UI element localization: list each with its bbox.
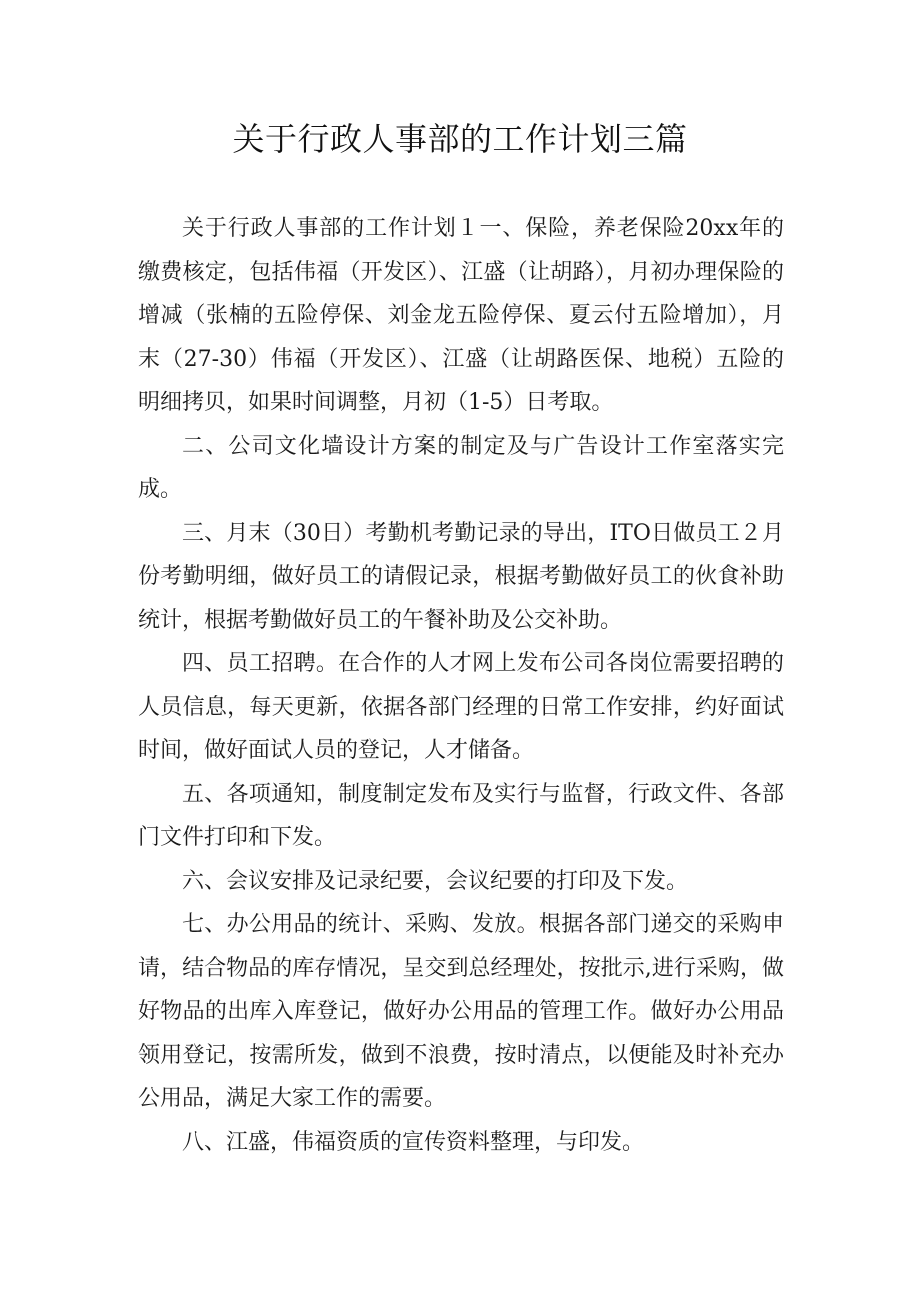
paragraph-4-recruitment: 四、员工招聘。在合作的人才网上发布公司各岗位需要招聘的人员信息，每天更新，依据各部门经理的日常工作安排，约好面试时间，做好面试人员的登记，人才储备。 (138, 651, 784, 763)
paragraph-6-meetings: 六、会议安排及记录纪要，会议纪要的打印及下发。 (182, 868, 689, 894)
document-title: 关于行政人事部的工作计划三篇 (232, 120, 688, 158)
document-body (138, 207, 784, 1164)
paragraph-1-insurance: 关于行政人事部的工作计划１一、保险，养老保险20xx年的缴费核定，包括伟福（开发区）、江盛（让胡路），月初办理保险的增减（张楠的五险停保、刘金龙五险停保、夏云付五险增加），月末（27-30）伟福（开发区）、江盛（让胡路医保、地税）五险的明细拷贝，如果时间调整，月初（1-5）日考取。 (138, 216, 784, 415)
paragraph-3-attendance: 三、月末（30日）考勤机考勤记录的导出，ITO日做员工２月份考勤明细，做好员工的请假记录，根据考勤做好员工的伙食补助统计，根据考勤做好员工的午餐补助及公交补助。 (138, 520, 784, 633)
paragraph-2-culture-wall: 二、公司文化墙设计方案的制定及与广告设计工作室落实完成。 (138, 433, 784, 502)
paragraph-8-publicity: 八、江盛，伟福资质的宣传资料整理，与印发。 (182, 1129, 645, 1155)
paragraph-7-office-supplies: 七、办公用品的统计、采购、发放。根据各部门递交的采购申请，结合物品的库存情况，呈交到总经理处，按批示,进行采购，做好物品的出库入库登记，做好办公用品的管理工作。做好办公用品领用登记，按需所发，做到不浪费，按时清点，以便能及时补充办公用品，满足大家工作的需要。 (138, 912, 784, 1111)
paragraph-5-notices: 五、各项通知，制度制定发布及实行与监督，行政文件、各部门文件打印和下发。 (138, 781, 784, 850)
